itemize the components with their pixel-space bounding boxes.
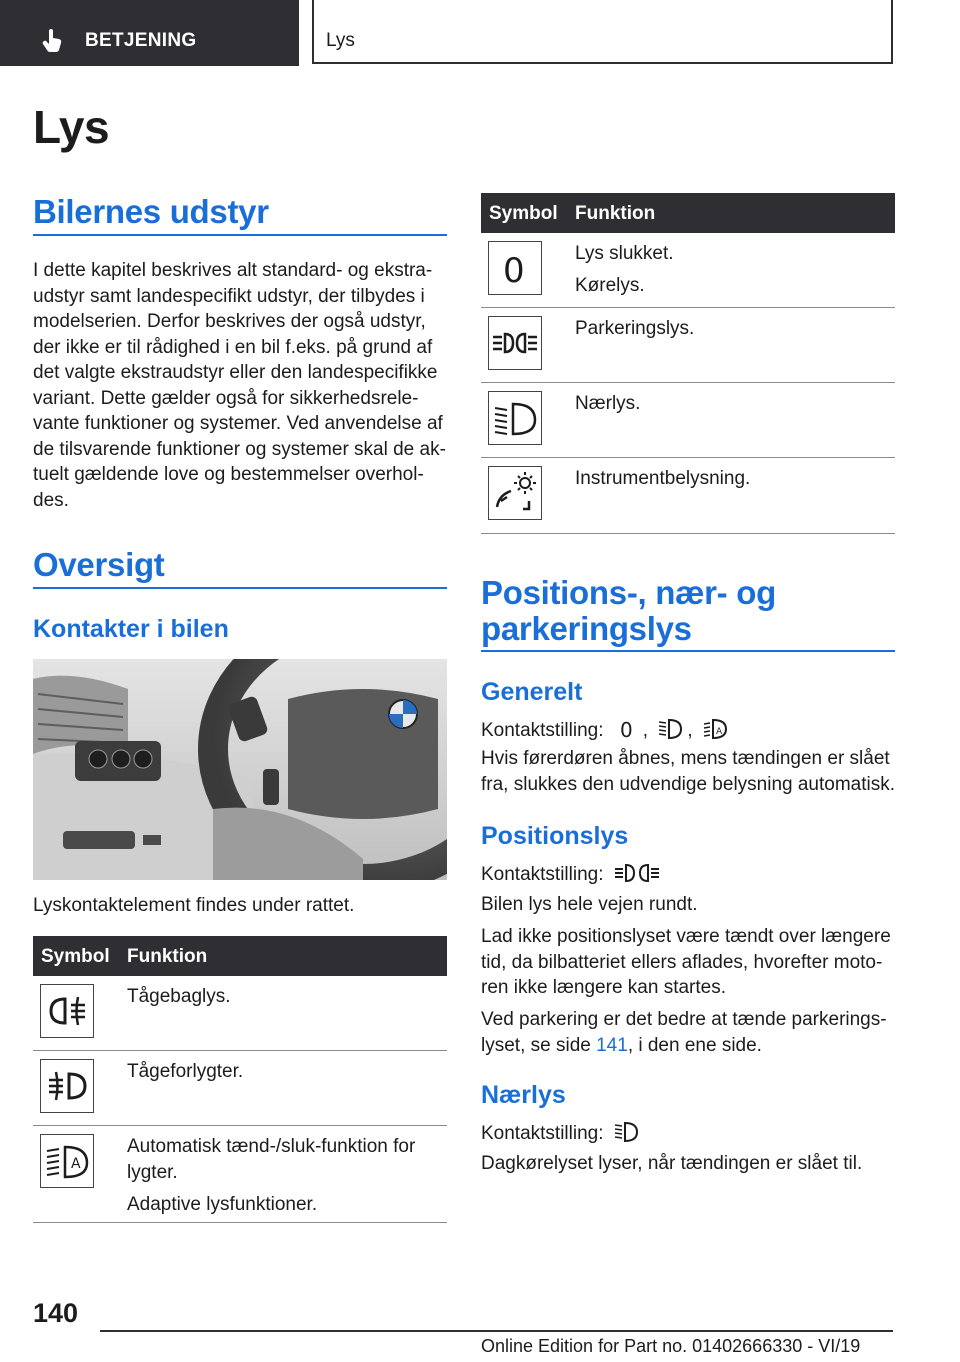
fog-light-front-icon — [41, 1060, 93, 1112]
function-cell — [127, 984, 231, 1016]
function-text: Instrumentbelysning. — [575, 468, 751, 489]
switch-label: Kontaktstilling: — [481, 864, 604, 885]
paragraph-line: tid, da bilbatteriet ellers aflades, hvorefter moto- — [481, 951, 883, 973]
intro-line: I dette kapitel beskrives alt standard- og ekstra- — [33, 260, 433, 281]
paragraph-text: , i den ene side. — [627, 1034, 762, 1056]
table-row — [33, 976, 447, 1051]
heading-naerlys: Nærlys — [481, 1081, 566, 1109]
hand-pointer-icon — [40, 27, 66, 53]
function-cell — [575, 466, 750, 498]
photo-caption: Lyskontaktelement findes under rattet. — [33, 895, 355, 916]
fog-light-rear-icon — [41, 985, 93, 1037]
function-cell — [575, 241, 674, 305]
lights-off-icon — [613, 716, 639, 742]
page-number: 140 — [33, 1298, 79, 1328]
function-text: Tågeforlygter. — [127, 1061, 244, 1082]
page-link-141[interactable]: 141 — [596, 1034, 628, 1056]
svg-text:A: A — [71, 1156, 81, 1172]
naerlys-switch-position — [481, 1119, 643, 1147]
intro-paragraph — [33, 258, 453, 513]
col-symbol: Symbol — [489, 203, 558, 224]
table-row — [33, 1126, 447, 1223]
symbol-cell — [488, 466, 542, 520]
heading-positions — [481, 575, 776, 647]
intro-line: vante funktioner og systemer. Ved anvendelse af — [33, 413, 443, 434]
positionslys-paragraph-1: Bilen lys hele vejen rundt. — [481, 894, 698, 915]
paragraph-line: ren ikke længere kan startes. — [481, 977, 727, 998]
paragraph-line: Ved parkering er det bedre at tænde parkerings- — [481, 1009, 887, 1030]
table-header — [33, 936, 447, 976]
paragraph-line — [481, 1033, 901, 1059]
switch-label: Kontaktstilling: — [481, 720, 604, 741]
generelt-switch-positions — [481, 716, 901, 744]
col-symbol: Symbol — [41, 946, 110, 967]
table-row — [481, 458, 895, 534]
function-text: Parkeringslys. — [575, 318, 695, 339]
intro-line: tuelt gældende love og bestemmelser overhol- — [33, 464, 424, 485]
function-cell — [575, 391, 640, 423]
heading-generelt: Generelt — [481, 678, 583, 706]
intro-line: der ikke er til rådighed i en bil f.eks. på grund af — [33, 336, 433, 358]
heading-rule — [481, 650, 895, 652]
table-row — [481, 233, 895, 308]
paragraph-line: fra, slukkes den udvendige belysning automatisk. — [481, 773, 896, 795]
function-cell — [127, 1134, 415, 1224]
footer-rule — [100, 1330, 893, 1332]
symbol-cell — [488, 241, 542, 295]
heading-rule — [33, 234, 447, 236]
auto-headlight-icon — [702, 716, 728, 742]
paragraph-text: lyset, se side — [481, 1034, 597, 1056]
table-row — [481, 308, 895, 383]
parking-light-icon — [489, 317, 541, 369]
chapter-tab — [312, 0, 893, 64]
table-row — [481, 383, 895, 458]
function-text: Adaptive lysfunktioner. — [127, 1194, 318, 1215]
paragraph-line: Hvis førerdøren åbnes, mens tændingen er slået — [481, 748, 890, 769]
symbol-cell — [40, 1059, 94, 1113]
heading-line: Positions-, nær- og — [481, 574, 776, 611]
function-cell — [575, 316, 694, 348]
svg-text:0: 0 — [503, 251, 525, 291]
svg-text:0: 0 — [619, 718, 633, 742]
function-text: lygter. — [127, 1162, 178, 1183]
table-header — [481, 193, 895, 233]
function-text: Lys slukket. — [575, 243, 674, 264]
function-text: Tågebaglys. — [127, 986, 231, 1007]
separator: , — [687, 720, 693, 741]
function-text: Nærlys. — [575, 393, 641, 414]
heading-positionslys: Positionslys — [481, 822, 629, 850]
table-row — [33, 1051, 447, 1126]
low-beam-icon — [657, 716, 683, 742]
section-label: BETJENING — [85, 30, 197, 51]
intro-line: de tilsvarende funktioner og systemer skal de ak- — [33, 438, 446, 460]
heading-kontakter: Kontakter i bilen — [33, 615, 229, 643]
parking-light-icon — [613, 860, 661, 886]
function-text: Kørelys. — [575, 275, 645, 296]
heading-rule — [33, 587, 447, 589]
positionslys-switch-position — [481, 860, 665, 888]
page-title: Lys — [33, 101, 110, 153]
low-beam-icon — [613, 1119, 639, 1145]
separator: , — [642, 720, 649, 741]
intro-line: variant. Dette gælder også for sikkerhedsrele- — [33, 387, 419, 409]
svg-text:A: A — [715, 727, 723, 737]
switch-label: Kontaktstilling: — [481, 1123, 604, 1144]
symbol-cell — [488, 391, 542, 445]
intro-line: det valgte ekstraudstyr eller den landespecifikke — [33, 362, 438, 383]
naerlys-paragraph: Dagkørelyset lyser, når tændingen er slået til. — [481, 1153, 863, 1174]
symbol-cell — [488, 316, 542, 370]
heading-line: parkeringslys — [481, 610, 692, 647]
function-text: Automatisk tænd-/sluk-funktion for — [127, 1136, 416, 1157]
symbol-cell — [40, 1134, 94, 1188]
intro-line: des. — [33, 489, 69, 511]
heading-bilernes-udstyr: Bilernes udstyr — [33, 193, 269, 230]
heading-oversigt: Oversigt — [33, 546, 165, 583]
auto-headlight-icon — [41, 1135, 93, 1187]
chapter-title: Lys — [326, 30, 355, 51]
low-beam-icon — [489, 392, 541, 444]
col-function: Funktion — [575, 203, 656, 224]
dashboard-illustration — [33, 659, 447, 880]
intro-line: modelserien. Derfor beskrives der også udstyr, — [33, 311, 426, 332]
positionslys-paragraph-3 — [481, 1007, 901, 1058]
lights-off-icon — [489, 242, 541, 294]
col-function: Funktion — [127, 946, 208, 967]
edition-text: Online Edition for Part no. 01402666330 - VI/19 — [481, 1336, 861, 1356]
symbol-cell — [40, 984, 94, 1038]
dashboard-photo — [33, 659, 447, 880]
intro-line: udstyr samt landespecifikt udstyr, der tilbydes i — [33, 285, 425, 307]
positionslys-paragraph-2 — [481, 924, 901, 1001]
generelt-paragraph — [481, 746, 901, 797]
paragraph-line: Lad ikke positionslyset være tændt over længere — [481, 926, 891, 947]
instrument-lighting-icon — [489, 467, 541, 519]
function-cell — [127, 1059, 243, 1091]
